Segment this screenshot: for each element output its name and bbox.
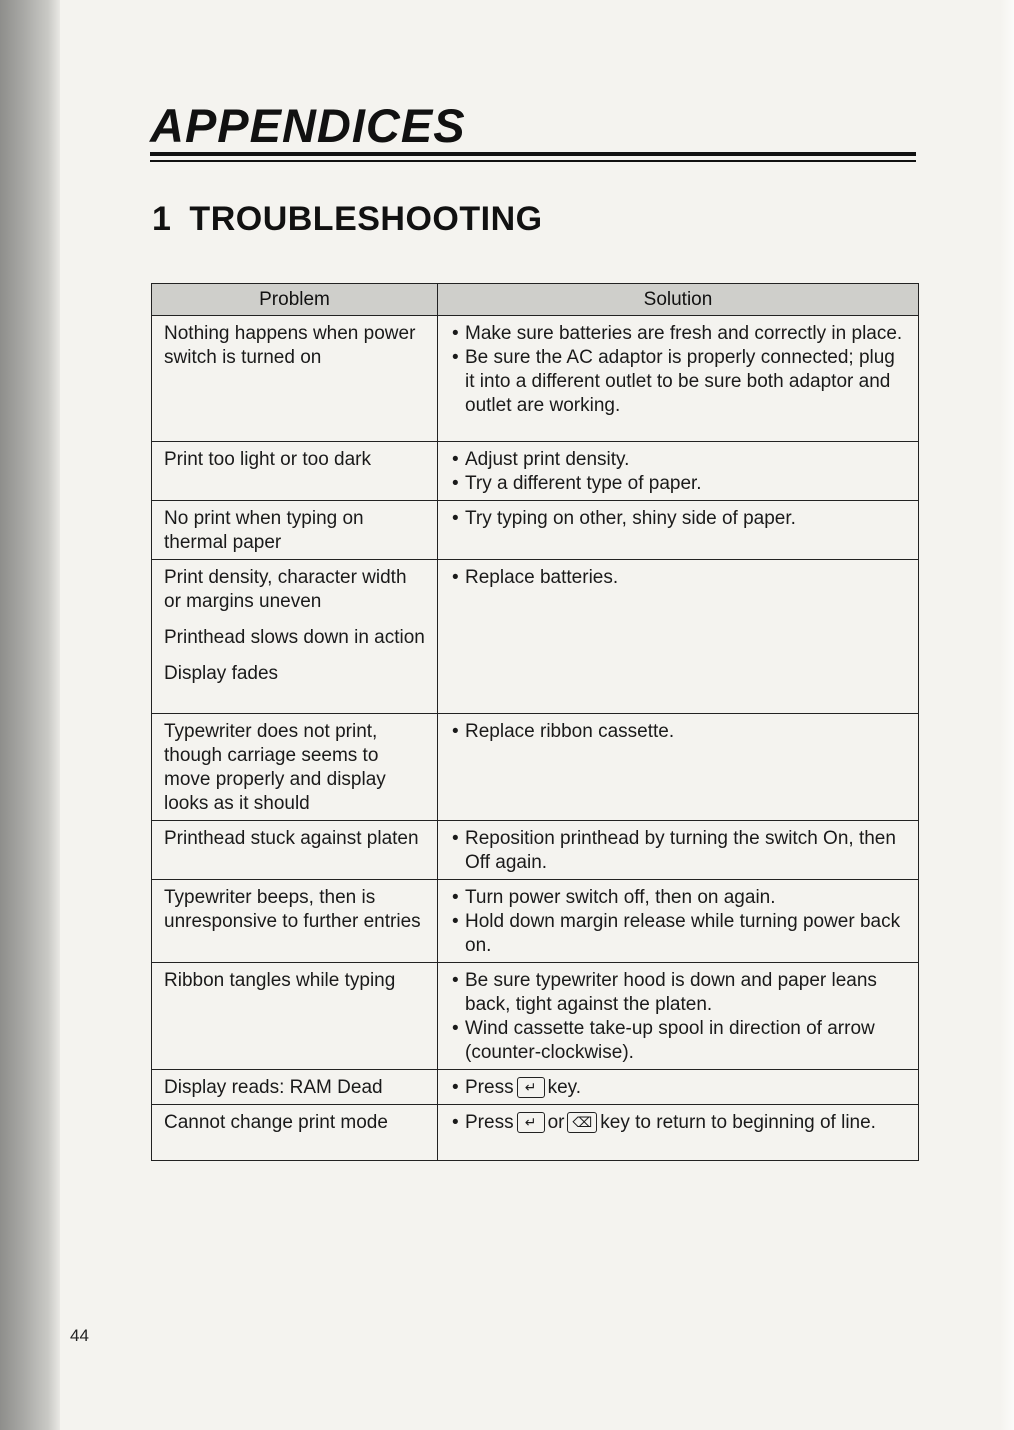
table-row <box>152 880 919 963</box>
solution-cell <box>438 1105 919 1161</box>
problem-cell <box>152 963 438 1070</box>
problem-cell <box>152 560 438 714</box>
solution-list <box>452 969 908 1065</box>
solution-list <box>452 322 908 418</box>
problem-cell <box>152 714 438 821</box>
solution-item: • Try typing on other, shiny side of paper. <box>452 507 908 531</box>
table-row <box>152 714 919 821</box>
solution-item: • Turn power switch off, then on again. <box>452 886 908 910</box>
solution-cell <box>438 501 919 560</box>
solution-text: key to return to beginning of line. <box>600 1112 876 1133</box>
solution-list <box>452 827 908 875</box>
solution-item: • Be sure the AC adaptor is properly connected; plug it into a different outlet to be sure both adaptor and outlet are working. <box>452 346 908 418</box>
title-rule-thick <box>150 152 916 156</box>
page-title: APPENDICES <box>150 99 466 152</box>
solution-text: Press <box>465 1112 514 1133</box>
solution-item: • Be sure typewriter hood is down and paper leans back, tight against the platen. <box>452 969 908 1017</box>
solution-item: • Make sure batteries are fresh and correctly in place. <box>452 322 908 346</box>
problem-text: Display fades <box>164 663 279 684</box>
solution-list <box>452 1111 908 1135</box>
solution-text: key. <box>547 1077 582 1098</box>
table-row <box>152 316 919 442</box>
solution-item <box>452 1076 908 1100</box>
section-number: 1 <box>152 200 172 238</box>
solution-item <box>452 1111 908 1135</box>
problem-text: Display reads: RAM Dead <box>164 1077 383 1098</box>
table-header-row <box>152 284 919 316</box>
solution-list <box>452 720 908 744</box>
table-row <box>152 501 919 560</box>
solution-item: • Adjust print density. <box>452 448 908 472</box>
table-row <box>152 821 919 880</box>
troubleshooting-table <box>151 283 919 1161</box>
solution-cell <box>438 880 919 963</box>
return-key-icon: ↵ <box>517 1077 545 1098</box>
solution-item: • Wind cassette take-up spool in direction of arrow (counter-clockwise). <box>452 1017 908 1065</box>
solution-list <box>452 566 908 590</box>
problem-text: Typewriter does not print, though carriage seems to move properly and display looks as it should <box>164 721 386 814</box>
solution-cell <box>438 316 919 442</box>
solution-text: or <box>547 1112 565 1133</box>
problem-cell <box>152 501 438 560</box>
problem-text: No print when typing on thermal paper <box>164 508 364 553</box>
document-page <box>60 0 1014 1430</box>
section-title: TROUBLESHOOTING <box>189 200 543 238</box>
solution-item: • Replace batteries. <box>452 566 908 590</box>
problem-cell <box>152 316 438 442</box>
backspace-key-icon: ⌫ <box>567 1112 597 1133</box>
solution-item: • Try a different type of paper. <box>452 472 908 496</box>
problem-cell <box>152 1105 438 1161</box>
table-body <box>152 316 919 1161</box>
title-rule-thin <box>150 160 916 162</box>
solution-column-header: Solution <box>438 284 919 316</box>
problem-text: Typewriter beeps, then is unresponsive to further entries <box>164 887 421 932</box>
problem-cell <box>152 821 438 880</box>
problem-text: Nothing happens when power switch is turned on <box>164 323 416 368</box>
page-number: 44 <box>70 1326 89 1345</box>
problem-text: Cannot change print mode <box>164 1112 388 1133</box>
problem-cell <box>152 442 438 501</box>
table-row <box>152 442 919 501</box>
solution-item: • Reposition printhead by turning the switch On, then Off again. <box>452 827 908 875</box>
solution-item: • Hold down margin release while turning power back on. <box>452 910 908 958</box>
problem-text: Ribbon tangles while typing <box>164 970 396 991</box>
solution-cell <box>438 714 919 821</box>
problem-text: Print density, character width or margins uneven <box>164 567 407 612</box>
problem-text: Printhead stuck against platen <box>164 828 419 849</box>
solution-list <box>452 886 908 958</box>
solution-cell <box>438 560 919 714</box>
problem-text: Print too light or too dark <box>164 449 371 470</box>
problem-column-header: Problem <box>152 284 438 316</box>
solution-cell <box>438 963 919 1070</box>
return-key-icon: ↵ <box>517 1112 545 1133</box>
problem-cell <box>152 880 438 963</box>
table-row <box>152 963 919 1070</box>
solution-list <box>452 507 908 531</box>
problem-text: Printhead slows down in action <box>164 627 425 648</box>
solution-list <box>452 448 908 496</box>
solution-cell <box>438 442 919 501</box>
solution-cell <box>438 821 919 880</box>
solution-text: Press <box>465 1077 514 1098</box>
table-row <box>152 1105 919 1161</box>
solution-item: • Replace ribbon cassette. <box>452 720 908 744</box>
binding-shadow <box>0 0 60 1430</box>
problem-cell <box>152 1070 438 1105</box>
table-row <box>152 560 919 714</box>
solution-list <box>452 1076 908 1100</box>
table-row <box>152 1070 919 1105</box>
troubleshooting-table-wrapper <box>151 283 918 1161</box>
section-heading <box>152 200 543 239</box>
solution-cell <box>438 1070 919 1105</box>
